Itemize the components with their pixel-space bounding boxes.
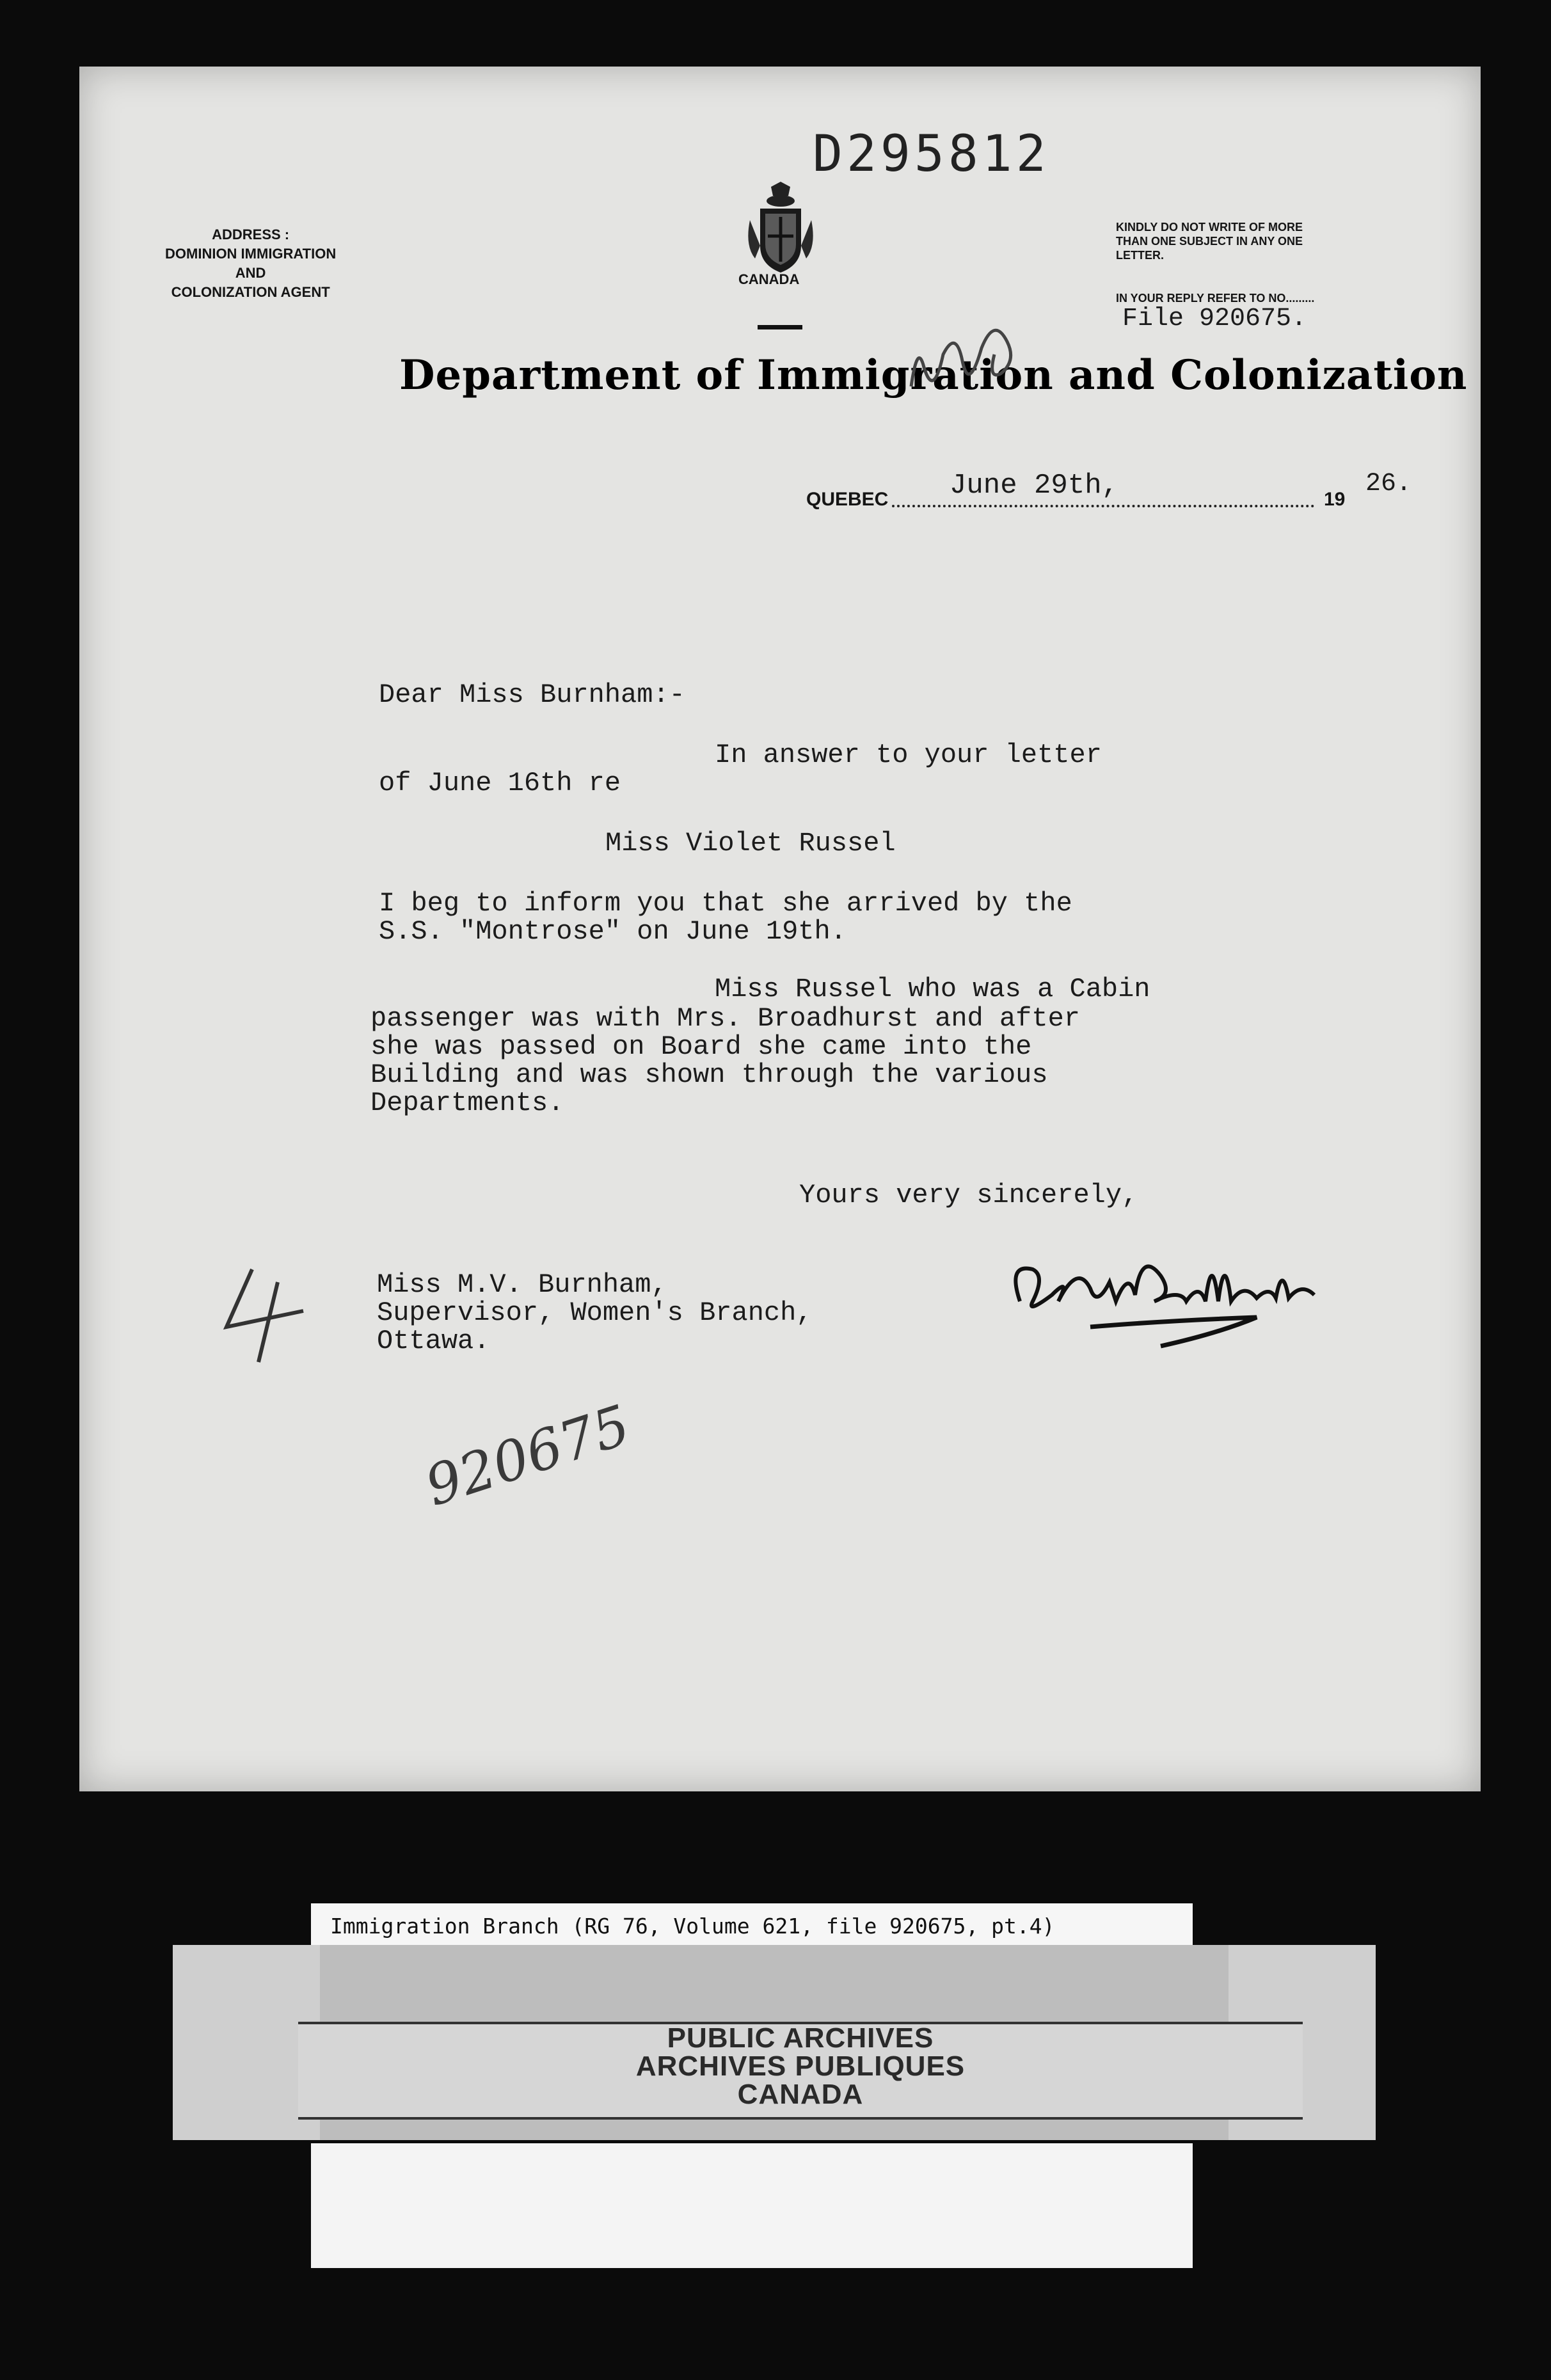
handwritten-file-number: 920675 (418, 1393, 638, 1519)
date-underline (892, 505, 1314, 507)
letter-page (79, 67, 1481, 1791)
handwritten-initials-mark (898, 303, 1046, 406)
recipient-city: Ottawa. (377, 1326, 490, 1356)
body-line: passenger was with Mrs. Broadhurst and after (370, 1003, 1080, 1034)
archive-stamp (298, 2022, 1303, 2120)
address-block (165, 225, 336, 302)
blank-label-area (311, 2143, 1193, 2268)
handwritten-four-mark (214, 1257, 316, 1365)
reply-reference-label: IN YOUR REPLY REFER TO NO......... (1116, 292, 1315, 305)
archive-stamp-band (173, 1945, 1376, 2140)
body-line: I beg to inform you that she arrived by the (379, 888, 1072, 919)
notice-line: LETTER. (1116, 249, 1164, 262)
notice-line: KINDLY DO NOT WRITE OF MORE (1116, 221, 1303, 234)
stamp-line: PUBLIC ARCHIVES (667, 2022, 934, 2054)
divider (758, 325, 802, 329)
handwritten-signature (1001, 1225, 1333, 1365)
address-line: COLONIZATION AGENT (171, 284, 330, 300)
address-line: ADDRESS : (212, 226, 290, 242)
subject-line: Miss Violet Russel (605, 828, 896, 859)
notice-line: THAN ONE SUBJECT IN ANY ONE (1116, 235, 1303, 248)
department-title: Department of Immigration and Colonization (399, 351, 1468, 399)
address-line: DOMINION IMMIGRATION (165, 246, 337, 262)
closing: Yours very sincerely, (799, 1180, 1138, 1210)
city: QUEBEC (806, 489, 889, 510)
archive-reference: Immigration Branch (RG 76, Volume 621, file 920675, pt.4) (330, 1914, 1055, 1939)
body-line: In answer to your letter (715, 740, 1102, 770)
document-number: D295812 (813, 125, 1050, 183)
stamp-lines (298, 2024, 1303, 2109)
address-line: AND (235, 265, 266, 281)
coat-of-arms-icon (742, 182, 819, 284)
body-line: Departments. (370, 1088, 564, 1118)
year-suffix: 26. (1365, 470, 1412, 498)
stamp-line: CANADA (737, 2079, 864, 2110)
body-line: Miss Russel who was a Cabin (715, 974, 1150, 1004)
stamp-line: ARCHIVES PUBLIQUES (635, 2051, 966, 2082)
letter-date: June 29th, (950, 470, 1119, 502)
body-line: she was passed on Board she came into the (370, 1031, 1032, 1062)
recipient-title: Supervisor, Women's Branch, (377, 1297, 813, 1328)
letterhead-notice (1116, 220, 1303, 262)
country-label: CANADA (738, 271, 800, 287)
file-reference: File 920675. (1122, 305, 1307, 333)
body-line: Building and was shown through the various (370, 1059, 1048, 1090)
body-line: S.S. "Montrose" on June 19th. (379, 916, 847, 947)
salutation: Dear Miss Burnham:- (379, 679, 685, 710)
body-line: of June 16th re (379, 768, 621, 798)
recipient-name: Miss M.V. Burnham, (377, 1269, 667, 1300)
year-prefix: 19 (1324, 489, 1346, 510)
